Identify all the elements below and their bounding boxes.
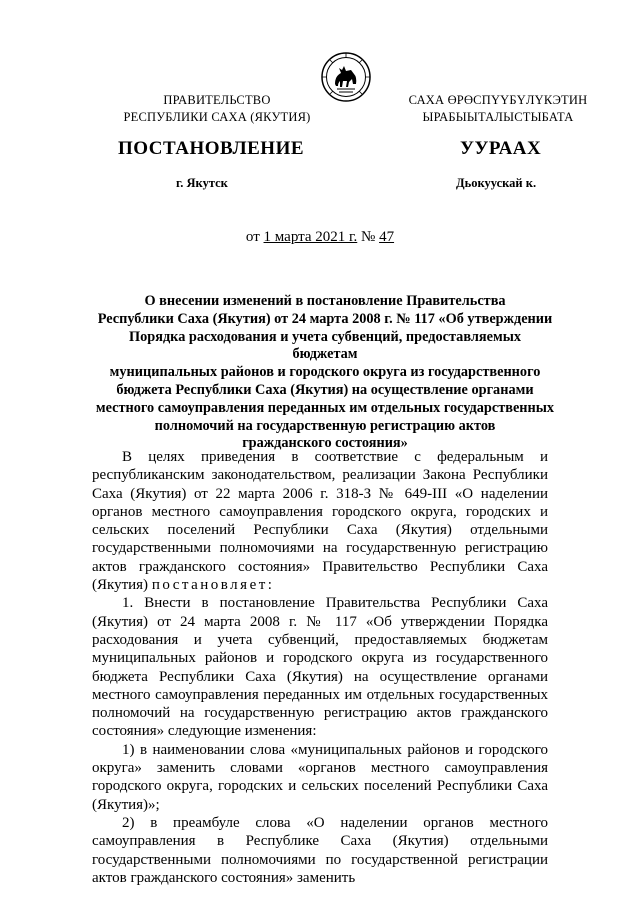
subject-line: полномочий на государственную регистрацию актов bbox=[154, 417, 496, 434]
subject-line: гражданского состояния» bbox=[242, 435, 408, 452]
subject-line: Порядка расходования и учета субвенций, предоставляемых бюджетам bbox=[128, 328, 522, 363]
subject-line: О внесении изменений в постановление Правительства bbox=[144, 293, 506, 309]
city-russian: г. Якутск bbox=[176, 176, 228, 190]
coat-of-arms-icon bbox=[321, 52, 371, 102]
org-name-yakut-line-1: САХА ӨРӨСПҮҮБҮЛҮКЭТИН bbox=[408, 93, 588, 107]
subject-line: бюджета Республики Саха (Якутия) на осуществление органами bbox=[116, 381, 534, 398]
document-dateline bbox=[0, 229, 640, 246]
date-prefix: от bbox=[245, 229, 264, 245]
body-paragraph-subitem-2: 2) в преамбуле слова «О наделении органов местного самоуправления в Республике Саха (Якутия) отдельными государственными полномочиями по государственной регистрации актов гражданского состояния» заменить bbox=[92, 814, 548, 886]
doc-type-russian: ПОСТАНОВЛЕНИЕ bbox=[118, 138, 305, 159]
org-name-line-1: ПРАВИТЕЛЬСТВО bbox=[163, 93, 271, 107]
document-number: 47 bbox=[379, 229, 395, 245]
document-body bbox=[92, 448, 548, 887]
city-yakut: Дьокуускай к. bbox=[456, 176, 537, 190]
subject-line: муниципальных районов и городского округа из государственного bbox=[109, 364, 541, 381]
org-name-russian bbox=[112, 92, 322, 126]
org-name-line-2: РЕСПУБЛИКИ САХА (ЯКУТИЯ) bbox=[123, 110, 311, 124]
preamble-text: В целях приведения в соответствие с федеральным и республиканским законодательством, реализации Закона Республики Саха (Якутия) от 22 марта 2006 г. 318-З № 649-III «О наделении органов местного самоуправления городского округа, городских и сельских поселений Республики Саха (Якутия) отдельными государственными полномочиями на государственную регистрацию актов гражданского состояния» Правительство Республики Саха (Якутия) bbox=[92, 449, 548, 594]
org-name-yakut bbox=[393, 92, 603, 126]
subject-line: Республики Саха (Якутия) от 24 марта 2008 г. № 117 «Об утверждении bbox=[97, 310, 553, 327]
body-paragraph-subitem-1: 1) в наименовании слова «муниципальных районов и городского округа» заменить словами «органов местного самоуправления городского округа, городских и сельских поселений Республики Саха (Якутия)»; bbox=[92, 741, 548, 813]
document-subject bbox=[95, 293, 555, 453]
subject-line: местного самоуправления переданных им отдельных государственных bbox=[95, 399, 555, 416]
number-prefix: № bbox=[357, 229, 380, 245]
org-name-yakut-line-2: ЫРАБЫЫТАЛЫСТЫБАТА bbox=[422, 110, 574, 124]
body-paragraph-preamble bbox=[92, 448, 548, 594]
doc-type-yakut: УУРААХ bbox=[460, 138, 542, 159]
resolution-verb: постановляет: bbox=[151, 577, 275, 594]
document-date: 1 марта 2021 г. bbox=[263, 229, 358, 245]
body-paragraph-item-1: 1. Внести в постановление Правительства Республики Саха (Якутия) от 24 марта 2008 г. № 117 «Об утверждении Порядка расходования и учета субвенций, предоставляемых бюджетам муниципальных районов и городского округа из государственного бюджета Республики Саха (Якутия) на осуществление органами местного самоуправления переданных им отдельных государственных полномочий на государственную регистрацию актов гражданского состояния» следующие изменения: bbox=[92, 595, 548, 740]
